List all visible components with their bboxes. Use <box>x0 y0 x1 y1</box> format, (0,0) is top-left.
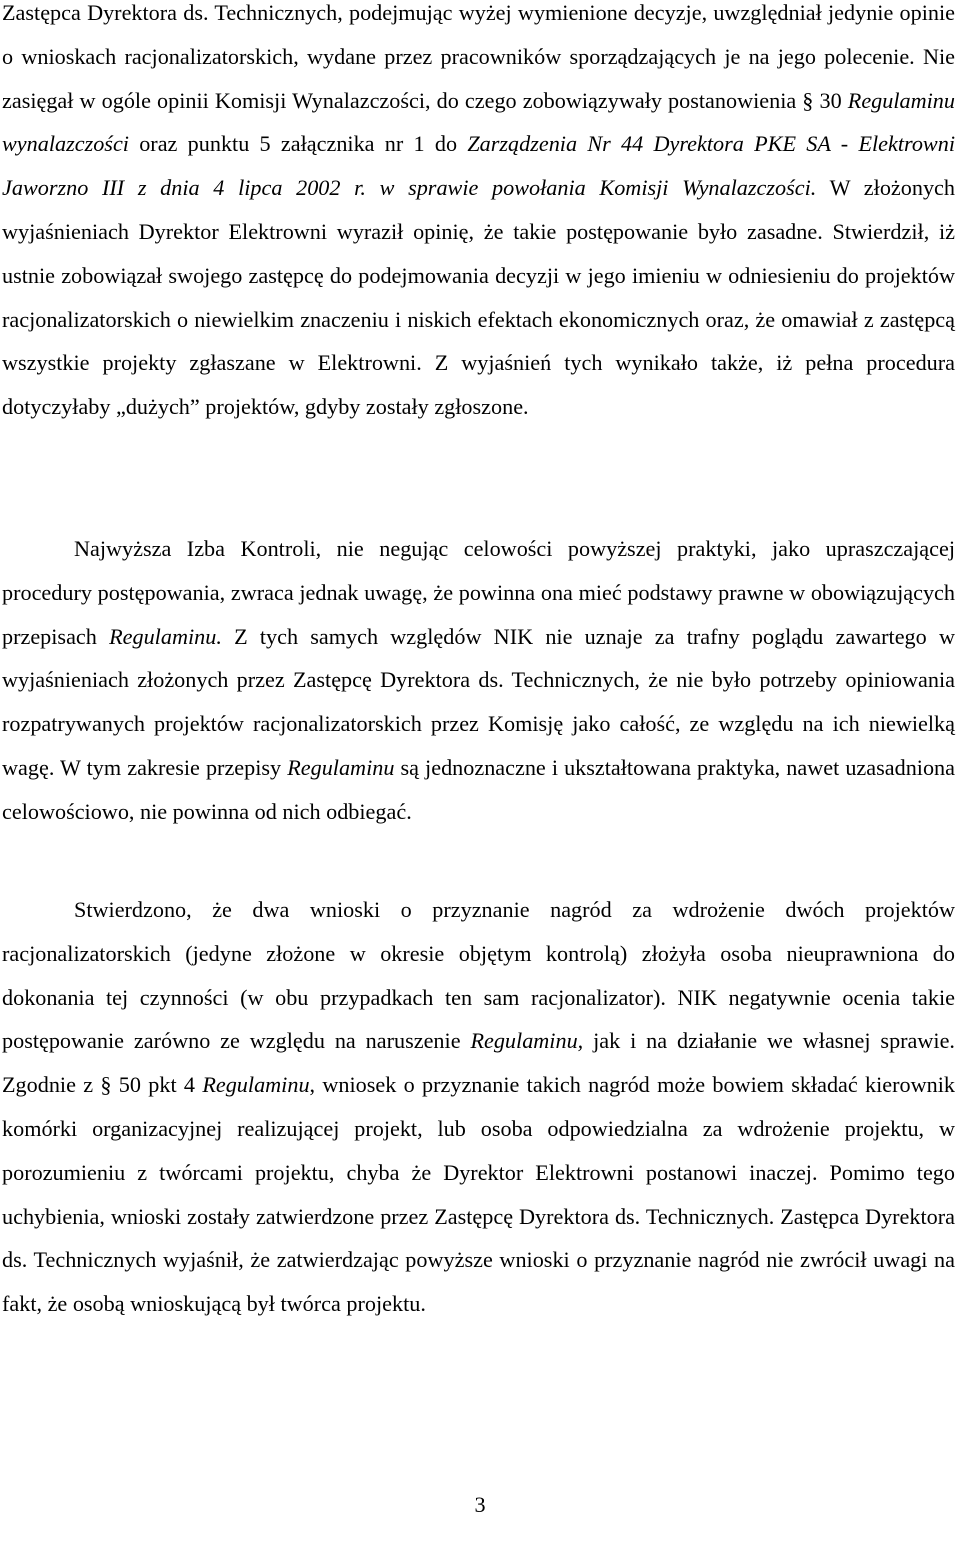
text-segment: , wniosek o przyznanie takich nagród może bowiem składać kierownik komórki organizacyjnej realizującej projekt, lub osoba odpowiedzialna za wdrożenie projektu, w porozumieniu z twórcami projektu, chyba że Dyrektor Elektrowni postanowi inaczej. Pomimo tego uchybienia, wnioski zostały zatwierdzone przez Zastępcę Dyrektora ds. Technicznych. Zastępca Dyrektora ds. Technicznych wyjaśnił, że zatwierdzając powyższe wnioski o przyznanie nagród nie zwrócił uwagi na fakt, że osobą wnioskującą był twórca projektu. <box>2 1072 955 1317</box>
text-segment: Stwierdzono, że dwa wnioski o przyznanie nagród za wdrożenie dwóch projektów racjonalizatorskich (jedyne złożone w okresie objętym kontrolą) złożyła osoba nieuprawniona do dokonania tej czynności (w obu przypadkach ten sam racjonalizator). NIK negatywnie ocenia takie postępowanie zarówno ze względu na naruszenie <box>2 897 955 1054</box>
paragraph-2 <box>2 527 955 834</box>
paragraph-3 <box>2 888 955 1326</box>
paragraph-1 <box>2 0 955 429</box>
text-segment: jak i na działanie we własnej sprawie. Zgodnie z § 50 pkt 4 <box>2 1028 955 1098</box>
text-segment-italic: Zarządzenia Nr 44 Dyrektora PKE SA - Elektrowni Jaworzno III z dnia 4 lipca 2002 r. w sprawie powołania Komisji Wynalazczości. <box>2 131 955 201</box>
page-number: 3 <box>474 1492 486 1517</box>
text-segment-italic: Regulaminu, <box>470 1028 584 1054</box>
text-segment: są jednoznaczne i ukształtowana praktyka, nawet uzasadniona celowościowo, nie powinna od nich odbiegać. <box>2 754 956 824</box>
text-segment: Zastępca Dyrektora ds. Technicznych, podejmując wyżej wymienione decyzje, uwzględniał jedynie opinie o wnioskach racjonalizatorskich, wydane przez pracowników sporządzających je na jego polecenie. Nie zasięgał w ogóle opinii Komisji Wynalazczości, do czego zobowiązywały postanowienia § 30 <box>2 0 955 113</box>
text-segment: Najwyższa Izba Kontroli, nie negując celowości powyższej praktyki, jako upraszczającej procedury postępowania, zwraca jednak uwagę, że powinna ona mieć podstawy prawne w obowiązujących przepisach <box>2 536 955 649</box>
text-segment-italic: Regulaminu <box>202 1072 310 1098</box>
text-segment-italic: Regulaminu <box>287 754 395 780</box>
text-segment: Z tych samych względów NIK nie uznaje za trafny poglądu zawartego w wyjaśnieniach złożonych przez Zastępcę Dyrektora ds. Technicznych, że nie było potrzeby opiniowania rozpatrywanych projektów racjonalizatorskich przez Komisję jako całość, ze względu na ich niewielką wagę. W tym zakresie przepisy <box>2 623 955 780</box>
text-segment: W złożonych wyjaśnieniach Dyrektor Elektrowni wyraził opinię, że takie postępowanie było zasadne. Stwierdził, iż ustnie zobowiązał swojego zastępcę do podejmowania decyzji w jego imieniu w odniesieniu do projektów racjonalizatorskich o niewielkim znaczeniu i niskich efektach ekonomicznych oraz, że omawiał z zastępcą wszystkie projekty zgłaszane w Elektrowni. Z wyjaśnień tych wynikało także, iż pełna procedura dotyczyłaby „dużych” projektów, gdyby zostały zgłoszone. <box>2 175 955 420</box>
text-segment: oraz punktu 5 załącznika nr 1 do <box>128 131 468 157</box>
text-segment-italic: Regulaminu. <box>109 623 222 649</box>
text-segment-italic: Regulaminu wynalazczości <box>2 87 955 157</box>
